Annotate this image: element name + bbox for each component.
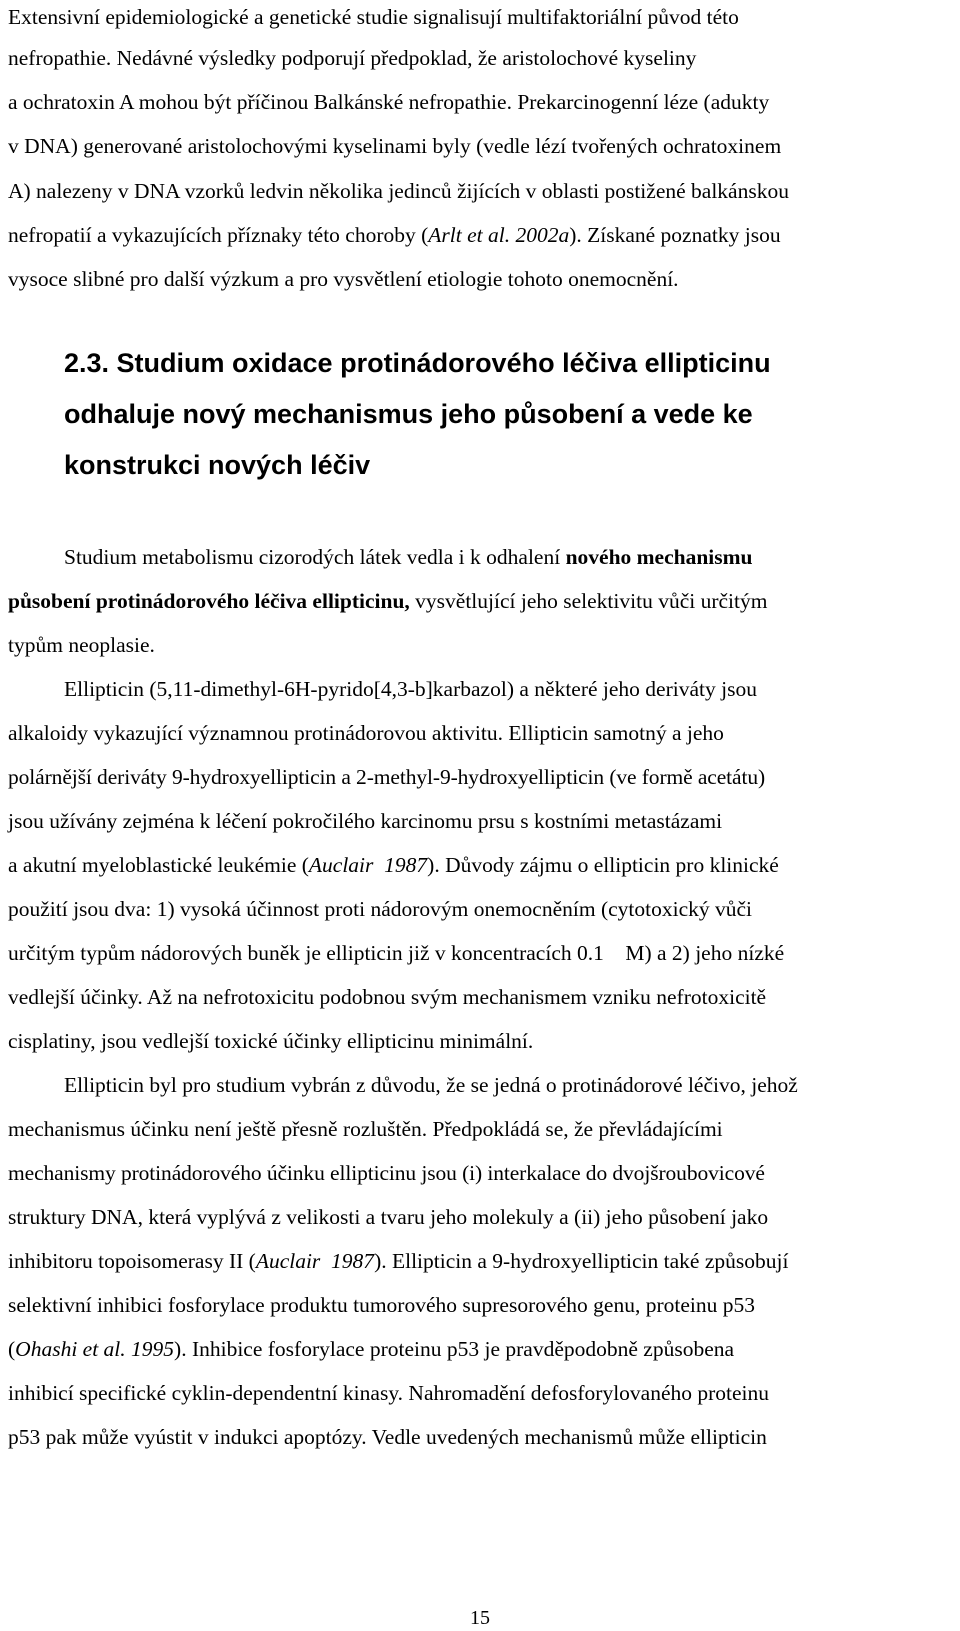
citation: Auclair 1987: [308, 853, 428, 877]
text-line: vysoce slibné pro další výzkum a pro vysvětlení etiologie tohoto onemocnění.: [8, 267, 679, 291]
text-span: ). Inhibice fosforylace proteinu p53 je pravděpodobně způsobena: [174, 1337, 735, 1361]
text-line: [8, 222, 781, 248]
text-line: určitým typům nádorových buněk je ellipticin již v koncentracích 0.1 M) a 2) jeho nízké: [8, 941, 785, 965]
heading-line: konstrukci nových léčiv: [64, 450, 371, 480]
text-span: ). Ellipticin a 9-hydroxyellipticin také způsobují: [374, 1249, 789, 1273]
text-line: [8, 588, 767, 614]
text-line: nefropathie. Nedávné výsledky podporují předpoklad, že aristolochové kyseliny: [8, 46, 697, 70]
text-line: p53 pak může vyústit v indukci apoptózy. Vedle uvedených mechanismů může ellipticin: [8, 1425, 767, 1449]
text-line: a ochratoxin A mohou být příčinou Balkánské nefropathie. Prekarcinogenní léze (adukty: [8, 90, 770, 114]
text-line: v DNA) generované aristolochovými kyselinami byly (vedle lézí tvořených ochratoxinem: [8, 134, 782, 158]
citation: Auclair 1987: [255, 1249, 375, 1273]
text-line: [8, 1248, 788, 1274]
text-line: polárnější deriváty 9-hydroxyellipticin a 2-methyl-9-hydroxyellipticin (ve formě acetátu): [8, 765, 766, 789]
heading-line: odhaluje nový mechanismus jeho působení a vede ke: [64, 399, 753, 429]
bold-text: nového mechanismu: [565, 545, 753, 569]
text-span: ). Získané poznatky jsou: [569, 223, 781, 247]
text-line: alkaloidy vykazující významnou protinádorovou aktivitu. Ellipticin samotný a jeho: [8, 721, 724, 745]
page-number: 15: [470, 1607, 490, 1629]
text-line: [8, 1336, 734, 1362]
text-line: použití jsou dva: 1) vysoká účinnost proti nádorovým onemocněním (cytotoxický vůči: [8, 897, 753, 921]
text-line: typům neoplasie.: [8, 633, 155, 657]
text-line: Ellipticin byl pro studium vybrán z důvodu, že se jedná o protinádorové léčivo, jehož: [64, 1073, 798, 1097]
text-line: Extensivní epidemiologické a genetické studie signalisují multifaktoriální původ této: [8, 5, 739, 29]
text-line: mechanismy protinádorového účinku ellipticinu jsou (i) interkalace do dvojšroubovicové: [8, 1161, 765, 1185]
citation: Arlt et al. 2002a: [428, 223, 570, 247]
text-span: Studium metabolismu cizorodých látek vedla i k odhalení: [64, 545, 566, 569]
bold-text: působení protinádorového léčiva ellipticinu,: [8, 589, 410, 613]
text-line: inhibicí specifické cyklin-dependentní kinasy. Nahromadění defosforylovaného proteinu: [8, 1381, 770, 1405]
text-line: cisplatiny, jsou vedlejší toxické účinky ellipticinu minimální.: [8, 1029, 534, 1053]
text-line: Ellipticin (5,11-dimethyl-6H-pyrido[4,3-b]karbazol) a některé jeho deriváty jsou: [64, 677, 757, 701]
text-span: vysvětlující jeho selektivitu vůči určitým: [409, 589, 768, 613]
text-span: (: [8, 1337, 16, 1361]
heading-line: 2.3. Studium oxidace protinádorového léčiva ellipticinu: [64, 348, 771, 378]
text-line: selektivní inhibici fosforylace produktu tumorového supresorového genu, proteinu p53: [8, 1293, 755, 1317]
text-span: nefropatií a vykazujících příznaky této choroby (: [8, 223, 429, 247]
text-line: A) nalezeny v DNA vzorků ledvin několika jedinců žijících v oblasti postižené balkánskou: [8, 179, 789, 203]
text-span: ). Důvody zájmu o ellipticin pro klinické: [427, 853, 779, 877]
text-span: inhibitoru topoisomerasy II (: [8, 1249, 256, 1273]
text-line: struktury DNA, která vyplývá z velikosti a tvaru jeho molekuly a (ii) jeho působení jako: [8, 1205, 769, 1229]
text-line: vedlejší účinky. Až na nefrotoxicitu podobnou svým mechanismem vzniku nefrotoxicitě: [8, 985, 767, 1009]
text-line: [64, 544, 753, 570]
text-line: jsou užívány zejména k léčení pokročilého karcinomu prsu s kostními metastázami: [8, 809, 723, 833]
text-line: mechanismus účinku není ještě přesně rozluštěn. Předpokládá se, že převládajícími: [8, 1117, 723, 1141]
text-line: [8, 852, 779, 878]
text-span: a akutní myeloblastické leukémie (: [8, 853, 309, 877]
citation: Ohashi et al. 1995: [15, 1337, 175, 1361]
